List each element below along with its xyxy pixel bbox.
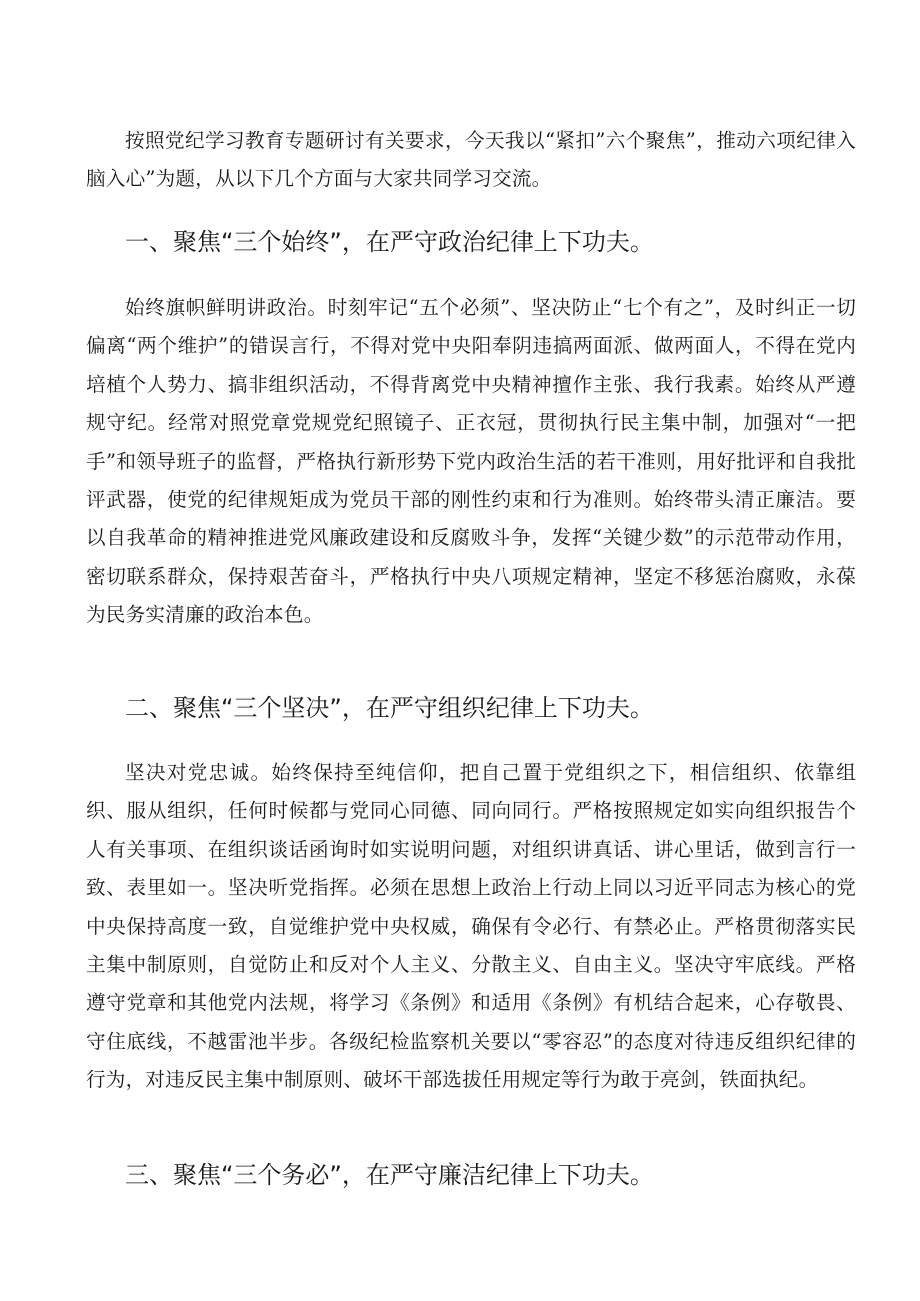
section-2-heading: 二、聚焦“三个坚决”，在严守组织纪律上下功夫。 [125, 694, 654, 722]
section-1-heading: 一、聚焦“三个始终”，在严守政治纪律上下功夫。 [125, 228, 654, 256]
section-3-heading: 三、聚焦“三个务必”，在严守廉洁纪律上下功夫。 [125, 1161, 654, 1189]
section-1-body: 始终旗帜鲜明讲政治。时刻牢记“五个必须”、坚决防止“七个有之”，及时纠正一切偏离“两个维护”的错误言行，不得对党中央阳奉阴违搞两面派、做两面人，不得在党内培植个人势力、搞非组织活动，不得背离党中央精神擅作主张、我行我素。始终从严遵规守纪。经常对照党章党规党纪照镜子、正衣冠，贯彻执行民主集中制，加强对“一把手”和领导班子的监督，严格执行新形势下党内政治生活的若干准则，用好批评和自我批评武器，使党的纪律规矩成为党员干部的刚性约束和行为准则。始终带头清正廉洁。要以自我革命的精神推进党风廉政建设和反腐败斗争，发挥“关键少数”的示范带动作用，密切联系群众，保持艰苦奋斗，严格执行中央八项规定精神，坚定不移惩治腐败，永葆为民务实清廉的政治本色。 [86, 296, 856, 627]
intro-paragraph: 按照党纪学习教育专题研讨有关要求，今天我以“紧扣”六个聚焦”，推动六项纪律入脑入心”为题，从以下几个方面与大家共同学习交流。 [86, 129, 856, 191]
section-2-body: 坚决对党忠诚。始终保持至纯信仰，把自己置于党组织之下，相信组织、依靠组织、服从组织，任何时候都与党同心同德、同向同行。严格按照规定如实向组织报告个人有关事项、在组织谈话函询时如实说明问题，对组织讲真话、讲心里话，做到言行一致、表里如一。坚决听党指挥。必须在思想上政治上行动上同以习近平同志为核心的党中央保持高度一致，自觉维护党中央权威，确保有令必行、有禁必止。严格贯彻落实民主集中制原则，自觉防止和反对个人主义、分散主义、自由主义。坚决守牢底线。严格遵守党章和其他党内法规，将学习《条例》和适用《条例》有机结合起来，心存敬畏、守住底线，不越雷池半步。各级纪检监察机关要以“零容忍”的态度对待违反组织纪律的行为，对违反民主集中制原则、破坏干部选拔任用规定等行为敢于亮剑，铁面执纪。 [86, 761, 856, 1092]
